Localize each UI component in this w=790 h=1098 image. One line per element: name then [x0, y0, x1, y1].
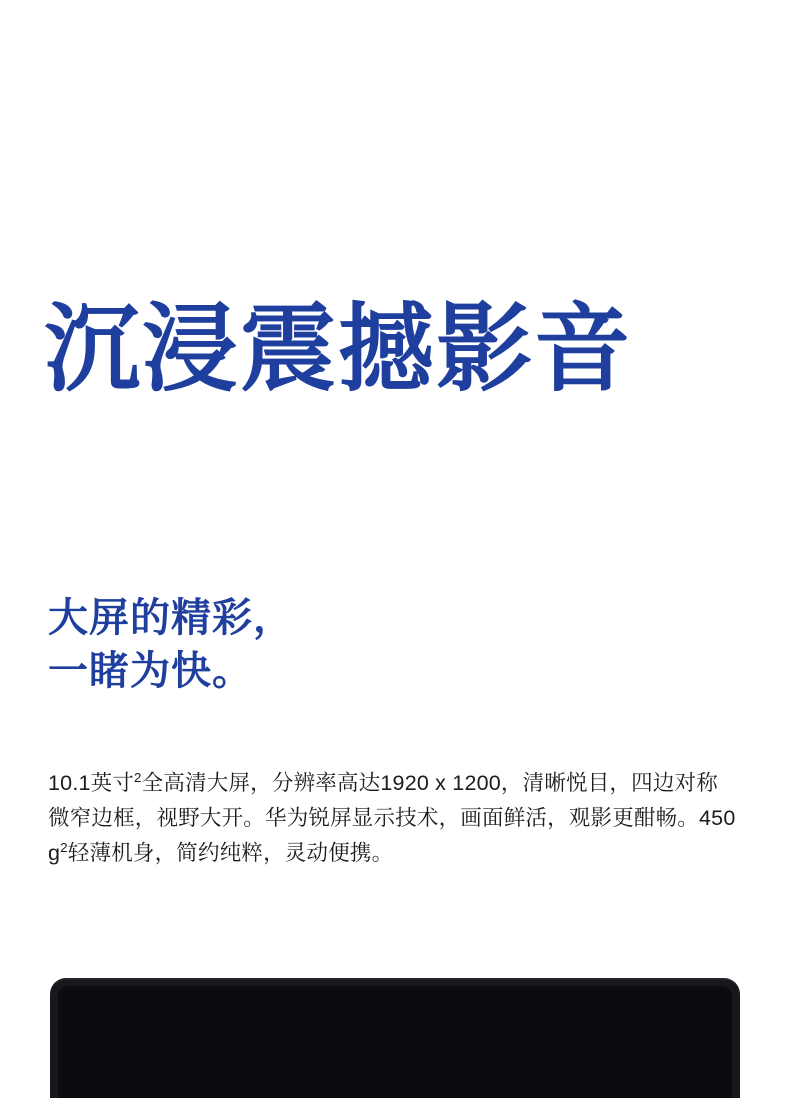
tablet-screen	[58, 986, 732, 1098]
page-body-copy	[48, 766, 738, 870]
page-headline: 沉浸震撼影音	[44, 296, 632, 404]
body-paragraph	[48, 766, 738, 870]
body-text-part-1: 10.1英寸	[48, 771, 135, 795]
page-subheadline	[48, 592, 294, 698]
tablet-device-image	[50, 978, 740, 1098]
footnote-marker-1: 2	[134, 769, 142, 785]
subheadline-line-1: 大屏的精彩，	[48, 596, 294, 640]
subheadline-line-2: 一睹为快。	[48, 648, 253, 693]
footnote-marker-2: 2	[60, 839, 68, 855]
body-text-part-3: 轻薄机身，简约纯粹，灵动便携。	[67, 840, 394, 865]
body-text-part-2: 全高清大屏，分辨率高达1920 x 1200，清晰悦目，四边对称微窄边框，视野大开。华为锐屏显示技术，画面鲜活，观影更酣畅。450 g	[48, 771, 736, 865]
